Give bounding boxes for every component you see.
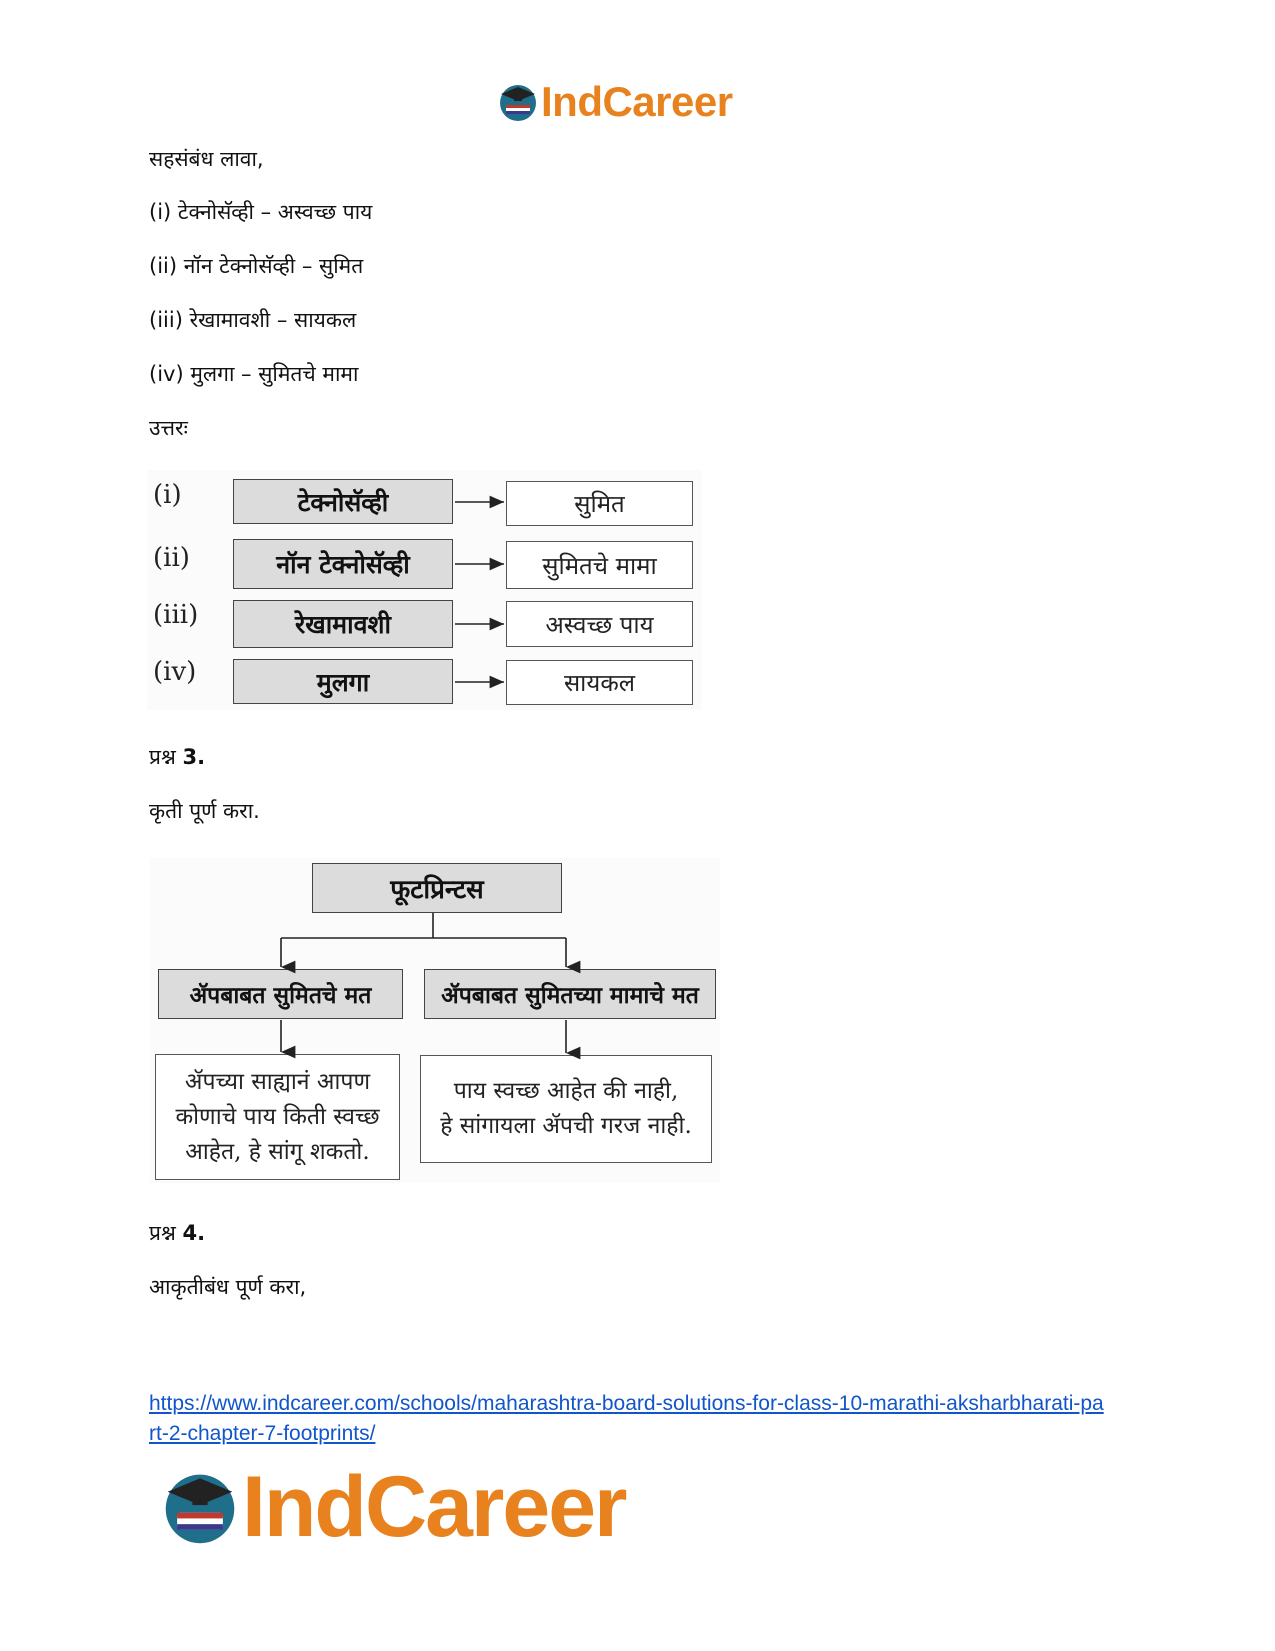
pair-item-3: (iii) रेखामावशी – सायकल [149, 308, 357, 332]
tree-left-text-line: आहेत, हे सांगू शकतो. [185, 1138, 370, 1165]
question-4-heading [149, 1219, 205, 1247]
tree-left-head: ॲपबाबत सुमितचे मत [158, 969, 403, 1019]
intro-text: सहसंबंध लावा, [149, 147, 264, 171]
graduation-cap-book-icon [497, 81, 539, 123]
tree-figure [150, 858, 720, 1183]
tree-right-text-line: हे सांगायला ॲपची गरज नाही. [440, 1113, 692, 1139]
graduation-cap-book-icon [160, 1467, 240, 1547]
header-brand: IndCareer [541, 78, 733, 125]
tree-left-text-line: ॲपच्या साह्यानं आपण [184, 1068, 371, 1095]
question-number: 3. [182, 745, 206, 769]
question-label: प्रश्न [149, 745, 176, 769]
tree-left-text-line: कोणाचे पाय किती स्वच्छ [175, 1103, 380, 1130]
match-right-box: अस्वच्छ पाय [506, 601, 693, 647]
question-number: 4. [182, 1221, 206, 1245]
match-right-box: सायकल [506, 660, 693, 705]
question-4-instruction: आकृतीबंध पूर्ण करा, [149, 1275, 307, 1299]
match-left-box: टेक्नोसॅव्ही [233, 479, 453, 524]
tree-connectors [150, 858, 720, 1183]
tree-right-head: ॲपबाबत सुमितच्या मामाचे मत [424, 969, 716, 1019]
match-left-box: नॉन टेक्नोसॅव्ही [233, 539, 453, 589]
answer-label: उत्तरः [149, 416, 188, 440]
tree-right-text-line: पाय स्वच्छ आहेत की नाही, [453, 1078, 679, 1104]
pair-item-2: (ii) नॉन टेक्नोसॅव्ही – सुमित [149, 254, 364, 278]
match-row-number: (iii) [153, 600, 199, 630]
match-right-box: सुमित [506, 481, 693, 526]
pair-item-4: (iv) मुलगा – सुमितचे मामा [149, 362, 359, 386]
match-arrows [147, 470, 702, 710]
footer-logo [160, 1458, 626, 1555]
match-row-number: (iv) [153, 657, 197, 687]
match-row-number: (i) [153, 480, 182, 510]
pair-item-1: (i) टेक्नोसॅव्ही – अस्वच्छ पाय [149, 200, 373, 224]
match-left-box: मुलगा [233, 659, 453, 704]
tree-root-box: फूटप्रिन्टस [312, 863, 562, 913]
match-left-box: रेखामावशी [233, 600, 453, 648]
match-row-number: (ii) [153, 543, 190, 573]
source-url-link[interactable]: https://www.indcareer.com/schools/maharashtra-board-solutions-for-class-10-marathi-aksharbharati-part-2-chapter-7-footprints/ [149, 1392, 1104, 1445]
question-3-heading [149, 743, 205, 771]
question-3-instruction: कृती पूर्ण करा. [149, 799, 260, 823]
header-logo [497, 78, 733, 126]
match-right-box: सुमितचे मामा [506, 541, 693, 589]
question-label: प्रश्न [149, 1221, 176, 1245]
match-figure [147, 470, 702, 710]
footer-brand: IndCareer [242, 1458, 626, 1555]
